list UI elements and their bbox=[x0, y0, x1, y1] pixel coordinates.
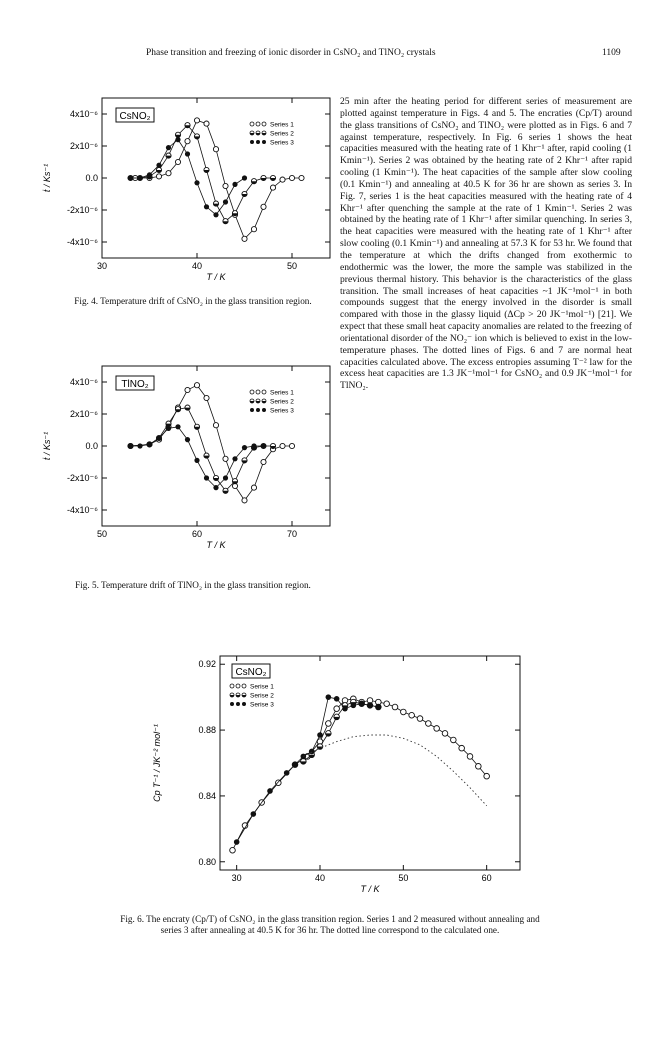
data-point-filled bbox=[166, 426, 171, 431]
data-point-open bbox=[185, 387, 190, 392]
data-point-filled bbox=[317, 732, 323, 738]
data-point-filled bbox=[234, 839, 240, 845]
data-point-open bbox=[223, 456, 228, 461]
data-point-open bbox=[401, 709, 407, 715]
data-point-open bbox=[270, 185, 275, 190]
data-point-open bbox=[434, 726, 440, 732]
data-point-open bbox=[175, 159, 180, 164]
data-point-open bbox=[223, 183, 228, 188]
y-axis-label: ṫ / Ks⁻¹ bbox=[42, 163, 52, 193]
legend-label: Series 2 bbox=[270, 130, 294, 138]
data-point-filled bbox=[128, 175, 133, 180]
series-line bbox=[237, 697, 379, 842]
data-point-open bbox=[280, 443, 285, 448]
y-tick-label: 0.0 bbox=[85, 173, 98, 183]
data-point-filled bbox=[223, 475, 228, 480]
data-point-filled bbox=[204, 475, 209, 480]
x-tick-label: 60 bbox=[481, 873, 492, 883]
data-point-filled bbox=[175, 424, 180, 429]
legend-marker bbox=[250, 408, 254, 412]
data-point-filled bbox=[251, 811, 257, 817]
data-point-filled bbox=[232, 182, 237, 187]
data-point-filled bbox=[309, 749, 315, 755]
page-number: 1109 bbox=[602, 48, 621, 58]
legend-marker bbox=[242, 702, 246, 706]
data-point-filled bbox=[284, 770, 290, 776]
x-tick-label: 70 bbox=[286, 529, 298, 539]
data-point-filled bbox=[137, 443, 142, 448]
data-point-filled bbox=[175, 137, 180, 142]
legend-marker bbox=[236, 702, 240, 706]
data-point-filled bbox=[156, 435, 161, 440]
legend-label: Series 3 bbox=[270, 407, 294, 415]
body-paragraph: 25 min after the heating period for different series of measurement are plotted against temperature in Figs. 4 and 5. The encraties (Cp/T) around the glass transitions of CsNO₂ and TlNO₂ were plotted as in Figs. 6 and 7 against temperature, respectively. In Fig. 6 series 1 shows the heat capacities measured with the heating rate of 1 Khr⁻¹ after, rapid cooling (1 Kmin⁻¹). Series 2 was obtained by the heating rate of 2 Khr⁻¹ after rapid cooling (1 Kmin⁻¹). The heat capacities of the sample after slow cooling (0.1 Kmin⁻¹) and annealing at 40.5 K for 36 hr are shown as series 3. In Fig. 7, series 1 is the heat capacities measured with the heating rate of 4 Khr⁻¹ after quenching the sample at the rate of 1 Kmin⁻¹. Series 2 was obtained by the heating rate of 1 Khr⁻¹ after similar quenching. In series 3, the heat capacities were measured with the heating rate of 1 Khr⁻¹ after slow cooling (0.1 Kmin⁻¹) and annealing at 57.3 K for 53 hr. We found that the temperature at which the drifts changed from exothermic to endothermic was the lower, the more the sample was stabilized in the previous thermal history. This behavior is the characteristics of the glass transition. The small increases of heat capacities ~1 JK⁻¹mol⁻¹ in both compounds suggest that the energy involved in the disorder is small compared with those in the glassy liquid (ΔCp > 20 JK⁻¹mol⁻¹) [21]. We expect that these small heat capacity anomalies are related to the freezing of orientational disorder of the NO₂⁻ ion which is believed to exist in the low-temperature phases. The dotted lines of Figs. 6 and 7 are normal heat capacities calculated above. The excess entropies assuming T⁻² law for the excess heat capacities are 1.3 JK⁻¹mol⁻¹ for CsNO₂ and 0.9 JK⁻¹mol⁻¹ for TlNO₂. bbox=[340, 96, 632, 392]
data-point-open bbox=[276, 780, 282, 786]
data-point-filled bbox=[147, 442, 152, 447]
x-tick-label: 40 bbox=[191, 261, 203, 271]
data-point-filled bbox=[261, 443, 266, 448]
data-point-filled bbox=[194, 180, 199, 185]
data-point-open bbox=[392, 704, 398, 710]
x-axis-label: T / K bbox=[360, 884, 380, 894]
legend-marker bbox=[256, 390, 260, 394]
data-point-open bbox=[326, 721, 332, 727]
x-tick-label: 40 bbox=[314, 873, 326, 883]
legend-label: Serise 1 bbox=[250, 683, 274, 691]
y-tick-label: -4x10⁻⁶ bbox=[67, 237, 98, 247]
data-point-open bbox=[467, 754, 473, 760]
x-tick-label: 30 bbox=[96, 261, 108, 271]
data-point-open bbox=[289, 443, 294, 448]
y-tick-label: 2x10⁻⁶ bbox=[70, 141, 98, 151]
figure-5 bbox=[40, 358, 340, 563]
compound-label: CsNO₂ bbox=[119, 111, 151, 122]
legend-marker bbox=[236, 684, 240, 688]
legend-label: Series 3 bbox=[270, 139, 294, 147]
running-header bbox=[0, 48, 672, 64]
y-axis-label: ṫ / Ks⁻¹ bbox=[42, 431, 52, 461]
data-point-open bbox=[476, 763, 482, 769]
data-point-open bbox=[459, 745, 465, 751]
data-point-open bbox=[384, 701, 390, 707]
data-point-open bbox=[194, 118, 199, 123]
legend-marker bbox=[250, 122, 254, 126]
y-tick-label: 0.92 bbox=[198, 659, 216, 670]
legend-label: Series 1 bbox=[270, 121, 294, 129]
compound-label: CsNO₂ bbox=[235, 667, 267, 678]
y-tick-label: -2x10⁻⁶ bbox=[67, 205, 98, 215]
data-point-open bbox=[204, 395, 209, 400]
data-point-filled bbox=[326, 694, 332, 700]
data-point-filled bbox=[185, 437, 190, 442]
data-point-filled bbox=[213, 212, 218, 217]
data-point-open bbox=[451, 737, 457, 743]
data-point-filled bbox=[204, 204, 209, 209]
data-point-open bbox=[204, 121, 209, 126]
data-point-open bbox=[251, 227, 256, 232]
data-point-filled bbox=[367, 703, 373, 709]
legend-marker bbox=[230, 684, 234, 688]
data-point-open bbox=[334, 706, 340, 712]
data-point-open bbox=[409, 712, 415, 718]
y-tick-label: 4x10⁻⁶ bbox=[70, 377, 98, 387]
x-axis-label: T / K bbox=[206, 540, 226, 550]
figure-5-caption: Fig. 5. Temperature drift of TlNO₂ in the glass transition region. bbox=[75, 580, 311, 590]
data-point-filled bbox=[251, 443, 256, 448]
legend-marker bbox=[262, 390, 266, 394]
x-tick-label: 60 bbox=[191, 529, 203, 539]
x-tick-label: 30 bbox=[231, 873, 242, 883]
legend-label: Serise 2 bbox=[250, 692, 274, 700]
y-tick-label: 2x10⁻⁶ bbox=[70, 409, 98, 419]
data-point-open bbox=[156, 174, 161, 179]
compound-label: TlNO₂ bbox=[121, 379, 149, 390]
legend-label: Series 2 bbox=[270, 398, 294, 406]
running-title: Phase transition and freezing of ionic disorder in CsNO₂ and TlNO₂ crystals bbox=[146, 48, 436, 58]
x-axis-label: T / K bbox=[206, 272, 226, 282]
data-point-filled bbox=[242, 175, 247, 180]
legend-marker bbox=[250, 390, 254, 394]
data-point-filled bbox=[232, 456, 237, 461]
series-line bbox=[233, 699, 487, 850]
data-point-open bbox=[185, 139, 190, 144]
data-point-open bbox=[289, 175, 294, 180]
figure-5-chart bbox=[40, 358, 340, 558]
data-point-filled bbox=[166, 145, 171, 150]
legend-marker bbox=[250, 140, 254, 144]
legend-marker bbox=[256, 140, 260, 144]
data-point-open bbox=[251, 485, 256, 490]
y-tick-label: 4x10⁻⁶ bbox=[70, 109, 98, 119]
legend-marker bbox=[262, 140, 266, 144]
data-point-filled bbox=[137, 175, 142, 180]
figure-6 bbox=[150, 648, 530, 905]
y-tick-label: -2x10⁻⁶ bbox=[67, 473, 98, 483]
figure-6-chart bbox=[150, 648, 530, 900]
figure-4-caption: Fig. 4. Temperature drift of CsNO₂ in the glass transition region. bbox=[74, 296, 312, 306]
y-tick-label: -4x10⁻⁶ bbox=[67, 505, 98, 515]
data-point-filled bbox=[242, 445, 247, 450]
series-line bbox=[303, 702, 378, 761]
data-point-open bbox=[280, 177, 285, 182]
data-point-filled bbox=[334, 696, 340, 702]
data-point-open bbox=[166, 171, 171, 176]
data-point-open bbox=[213, 147, 218, 152]
data-point-filled bbox=[267, 788, 273, 794]
legend-marker bbox=[256, 408, 260, 412]
data-point-open bbox=[261, 459, 266, 464]
legend-marker bbox=[242, 684, 246, 688]
data-point-open bbox=[484, 773, 490, 779]
data-point-open bbox=[213, 423, 218, 428]
series-line bbox=[135, 120, 301, 238]
y-axis-label: Cp T⁻¹ / JK⁻² mol⁻¹ bbox=[152, 724, 162, 802]
y-tick-label: 0.0 bbox=[85, 441, 98, 451]
data-point-open bbox=[230, 847, 236, 853]
data-point-filled bbox=[376, 704, 382, 710]
data-point-filled bbox=[351, 703, 357, 709]
data-point-filled bbox=[194, 458, 199, 463]
figure-6-caption: Fig. 6. The encraty (Cp/T) of CsNO₂ in the glass transition region. Series 1 and 2 measured without annealing and series 3 after annealing at 40.5 K for 36 hr. The dotted line correspond to the calculated one. bbox=[120, 914, 540, 935]
data-point-filled bbox=[359, 701, 365, 707]
data-point-open bbox=[242, 236, 247, 241]
data-point-filled bbox=[292, 762, 298, 768]
legend-label: Serise 3 bbox=[250, 701, 274, 709]
figure-4 bbox=[40, 90, 340, 295]
y-tick-label: 0.80 bbox=[198, 856, 216, 867]
y-tick-label: 0.84 bbox=[198, 790, 216, 801]
data-point-open bbox=[417, 716, 423, 722]
data-point-open bbox=[261, 204, 266, 209]
data-point-filled bbox=[128, 443, 133, 448]
legend-label: Series 1 bbox=[270, 389, 294, 397]
data-point-filled bbox=[342, 706, 348, 712]
legend-marker bbox=[262, 122, 266, 126]
legend-marker bbox=[262, 408, 266, 412]
series-line bbox=[131, 427, 264, 488]
x-tick-label: 50 bbox=[398, 873, 409, 883]
legend-marker bbox=[230, 702, 234, 706]
data-point-filled bbox=[147, 172, 152, 177]
y-tick-label: 0.88 bbox=[198, 725, 216, 736]
series-line bbox=[131, 125, 274, 221]
x-tick-label: 50 bbox=[286, 261, 298, 271]
data-point-open bbox=[426, 721, 432, 727]
data-point-filled bbox=[185, 151, 190, 156]
data-point-open bbox=[242, 498, 247, 503]
data-point-filled bbox=[223, 199, 228, 204]
legend-marker bbox=[256, 122, 260, 126]
data-point-open bbox=[194, 383, 199, 388]
data-point-filled bbox=[213, 485, 218, 490]
x-tick-label: 50 bbox=[96, 529, 108, 539]
data-point-filled bbox=[156, 163, 161, 168]
data-point-open bbox=[442, 731, 448, 737]
figure-4-chart bbox=[40, 90, 340, 290]
data-point-open bbox=[299, 175, 304, 180]
